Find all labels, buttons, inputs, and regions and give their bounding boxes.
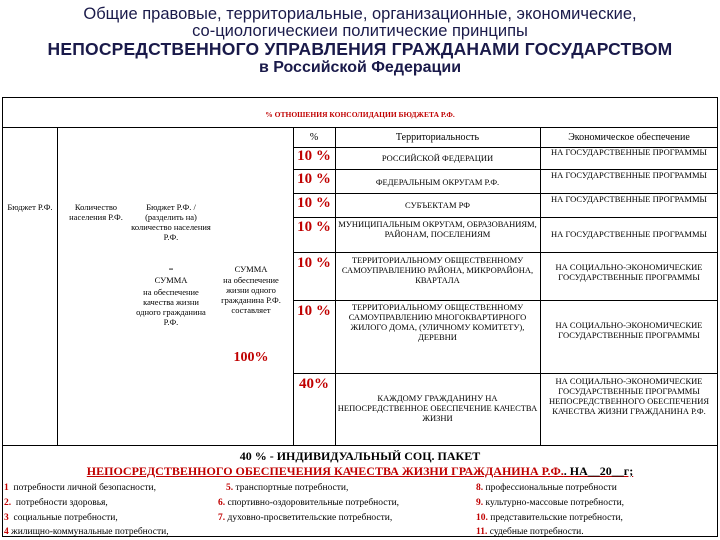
need-text: жилищно-коммунальные потребности, bbox=[11, 527, 169, 537]
row-territory: ФЕДЕРАЛЬНЫМ ОКРУГАМ Р.Ф. bbox=[375, 177, 500, 187]
provision-text: на обеспечение жизни одного гражданина Р.Ф. составляет bbox=[221, 275, 281, 315]
need-text: потребности здоровья, bbox=[15, 498, 108, 508]
row-pct: 10 % bbox=[297, 219, 331, 235]
need-text: культурно-массовые потребности, bbox=[485, 498, 625, 508]
col-header-economic: Экономическое обеспечение bbox=[568, 132, 690, 143]
row-territory: ТЕРРИТОРИАЛЬНОМУ ОБЩЕСТВЕННОМУ САМОУПРАВЛЕНИЮ МНОГОКВАРТИРНОГО ЖИЛОГО ДОМА, (УЛИЧНОМУ КОМИТЕТУ), ДЕРЕВНИ bbox=[348, 302, 527, 342]
row-territory: РОССИЙСКОЙ ФЕДЕРАЦИИ bbox=[381, 153, 494, 163]
row-economic: НА ГОСУДАРСТВЕННЫЕ ПРОГРАММЫ bbox=[551, 170, 707, 180]
slide-title bbox=[0, 6, 720, 77]
row-line bbox=[293, 252, 718, 253]
need-text: духовно-просветительские потребности, bbox=[227, 513, 393, 523]
row-economic: НА СОЦИАЛЬНО-ЭКОНОМИЧЕСКИЕ ГОСУДАРСТВЕННЫЕ ПРОГРАММЫ bbox=[555, 262, 703, 282]
need-item bbox=[218, 498, 399, 508]
col-header-territory: Территориальность bbox=[395, 132, 480, 143]
formula-text: Бюджет Р.Ф. / (разделить на) количество населения Р.Ф. bbox=[131, 202, 211, 242]
row-economic: НА ГОСУДАРСТВЕННЫЕ ПРОГРАММЫ bbox=[551, 229, 707, 239]
need-item bbox=[4, 498, 108, 508]
sum-label: СУММА bbox=[154, 275, 188, 285]
need-number: 5. bbox=[226, 483, 234, 493]
row-line bbox=[293, 217, 718, 218]
header-divider bbox=[2, 127, 718, 128]
need-item bbox=[476, 483, 617, 493]
row-territory: КАЖДОМУ ГРАЖДАНИНУ НА НЕПОСРЕДСТВЕННОЕ ОБЕСПЕЧЕНИЕ КАЧЕСТВА ЖИЗНИ bbox=[337, 393, 538, 423]
bottom-divider bbox=[2, 445, 718, 446]
need-text: судебные потребности. bbox=[489, 527, 584, 537]
row-pct: 40% bbox=[299, 376, 329, 392]
need-item bbox=[476, 527, 584, 537]
row-pct: 10 % bbox=[297, 303, 331, 319]
need-number: 2. bbox=[4, 498, 12, 508]
sum-label-2: СУММА bbox=[234, 264, 268, 274]
col-header-pct: % bbox=[309, 132, 319, 143]
need-text: представительские потребности, bbox=[490, 513, 623, 523]
title-line-3: НЕПОСРЕДСТВЕННОГО УПРАВЛЕНИЯ ГРАЖДАНАМИ ГОСУДАРСТВОМ bbox=[47, 39, 673, 59]
year-text: . НА__20__г; bbox=[563, 464, 634, 478]
need-number: 10. bbox=[476, 513, 488, 523]
need-item bbox=[4, 513, 118, 523]
need-item bbox=[476, 513, 623, 523]
row-economic: НА ГОСУДАРСТВЕННЫЕ ПРОГРАММЫ bbox=[551, 147, 707, 157]
consolidation-header: % ОТНОШЕНИЯ КОНСОЛИДАЦИИ БЮДЖЕТА Р.Ф. bbox=[265, 110, 455, 119]
need-number: 7. bbox=[218, 513, 226, 523]
need-text: потребности личной безопасности, bbox=[13, 483, 156, 493]
title-line-2: со-циологическиеи политические принципы bbox=[192, 22, 528, 40]
row-economic: НА СОЦИАЛЬНО-ЭКОНОМИЧЕСКИЕ ГОСУДАРСТВЕННЫЕ ПРОГРАММЫ НЕПОСРЕДСТВЕННОГО ОБЕСПЕЧЕНИЯ КАЧЕСТВА ЖИЗНИ ГРАЖДАНИНА Р.Ф. bbox=[548, 376, 710, 416]
need-item bbox=[226, 483, 348, 493]
need-text: социальные потребности, bbox=[13, 513, 118, 523]
title-line-4: в Российской Федерации bbox=[258, 59, 462, 76]
row-line bbox=[293, 373, 718, 374]
need-number: 6. bbox=[218, 498, 226, 508]
need-number: 3 bbox=[4, 513, 9, 523]
social-package-subtitle bbox=[0, 464, 720, 479]
row-pct: 10 % bbox=[297, 255, 331, 271]
need-text: профессиональные потребности bbox=[485, 483, 617, 493]
need-item bbox=[4, 483, 156, 493]
social-package-title: 40 % - ИНДИВИДУАЛЬНЫЙ СОЦ. ПАКЕТ bbox=[239, 449, 481, 463]
row-pct: 10 % bbox=[297, 148, 331, 164]
need-number: 4 bbox=[4, 527, 9, 537]
row-line bbox=[293, 300, 718, 301]
col-divider-1 bbox=[57, 127, 58, 445]
need-number: 9. bbox=[476, 498, 484, 508]
budget-label: Бюджет Р.Ф. bbox=[7, 202, 53, 212]
need-number: 1 bbox=[4, 483, 9, 493]
need-number: 8. bbox=[476, 483, 484, 493]
row-pct: 10 % bbox=[297, 195, 331, 211]
need-text: транспортные потребности, bbox=[235, 483, 349, 493]
row-economic: НА ГОСУДАРСТВЕННЫЕ ПРОГРАММЫ bbox=[551, 194, 707, 204]
need-number: 11. bbox=[476, 527, 488, 537]
need-item bbox=[4, 527, 169, 537]
row-economic: НА СОЦИАЛЬНО-ЭКОНОМИЧЕСКИЕ ГОСУДАРСТВЕННЫЕ ПРОГРАММЫ bbox=[555, 320, 703, 340]
row-territory: СУБЪЕКТАМ РФ bbox=[405, 200, 470, 210]
need-item bbox=[476, 498, 624, 508]
per-quality-text: на обеспечение качества жизни одного гражданина Р.Ф. bbox=[136, 287, 206, 327]
row-territory: ТЕРРИТОРИАЛЬНОМУ ОБЩЕСТВЕННОМУ САМОУПРАВЛЕНИЮ РАЙОНА, МИКРОРАЙОНА, КВАРТАЛА bbox=[341, 255, 534, 285]
subtitle-text: НЕПОСРЕДСТВЕННОГО ОБЕСПЕЧЕНИЯ КАЧЕСТВА ЖИЗНИ ГРАЖДАНИНА Р.Ф. bbox=[86, 464, 564, 478]
row-pct: 10 % bbox=[297, 171, 331, 187]
row-territory: МУНИЦИПАЛЬНЫМ ОКРУГАМ, ОБРАЗОВАНИЯМ, РАЙОНАМ, ПОСЕЛЕНИЯМ bbox=[338, 219, 537, 239]
total-percent: 100% bbox=[233, 350, 269, 365]
need-item bbox=[218, 513, 392, 523]
title-line-1: Общие правовые, территориальные, организационные, экономические, bbox=[83, 5, 637, 23]
need-text: спортивно-оздоровительные потребности, bbox=[227, 498, 400, 508]
population-label: Количество населения Р.Ф. bbox=[69, 202, 123, 222]
equals-sign: = bbox=[168, 264, 174, 274]
